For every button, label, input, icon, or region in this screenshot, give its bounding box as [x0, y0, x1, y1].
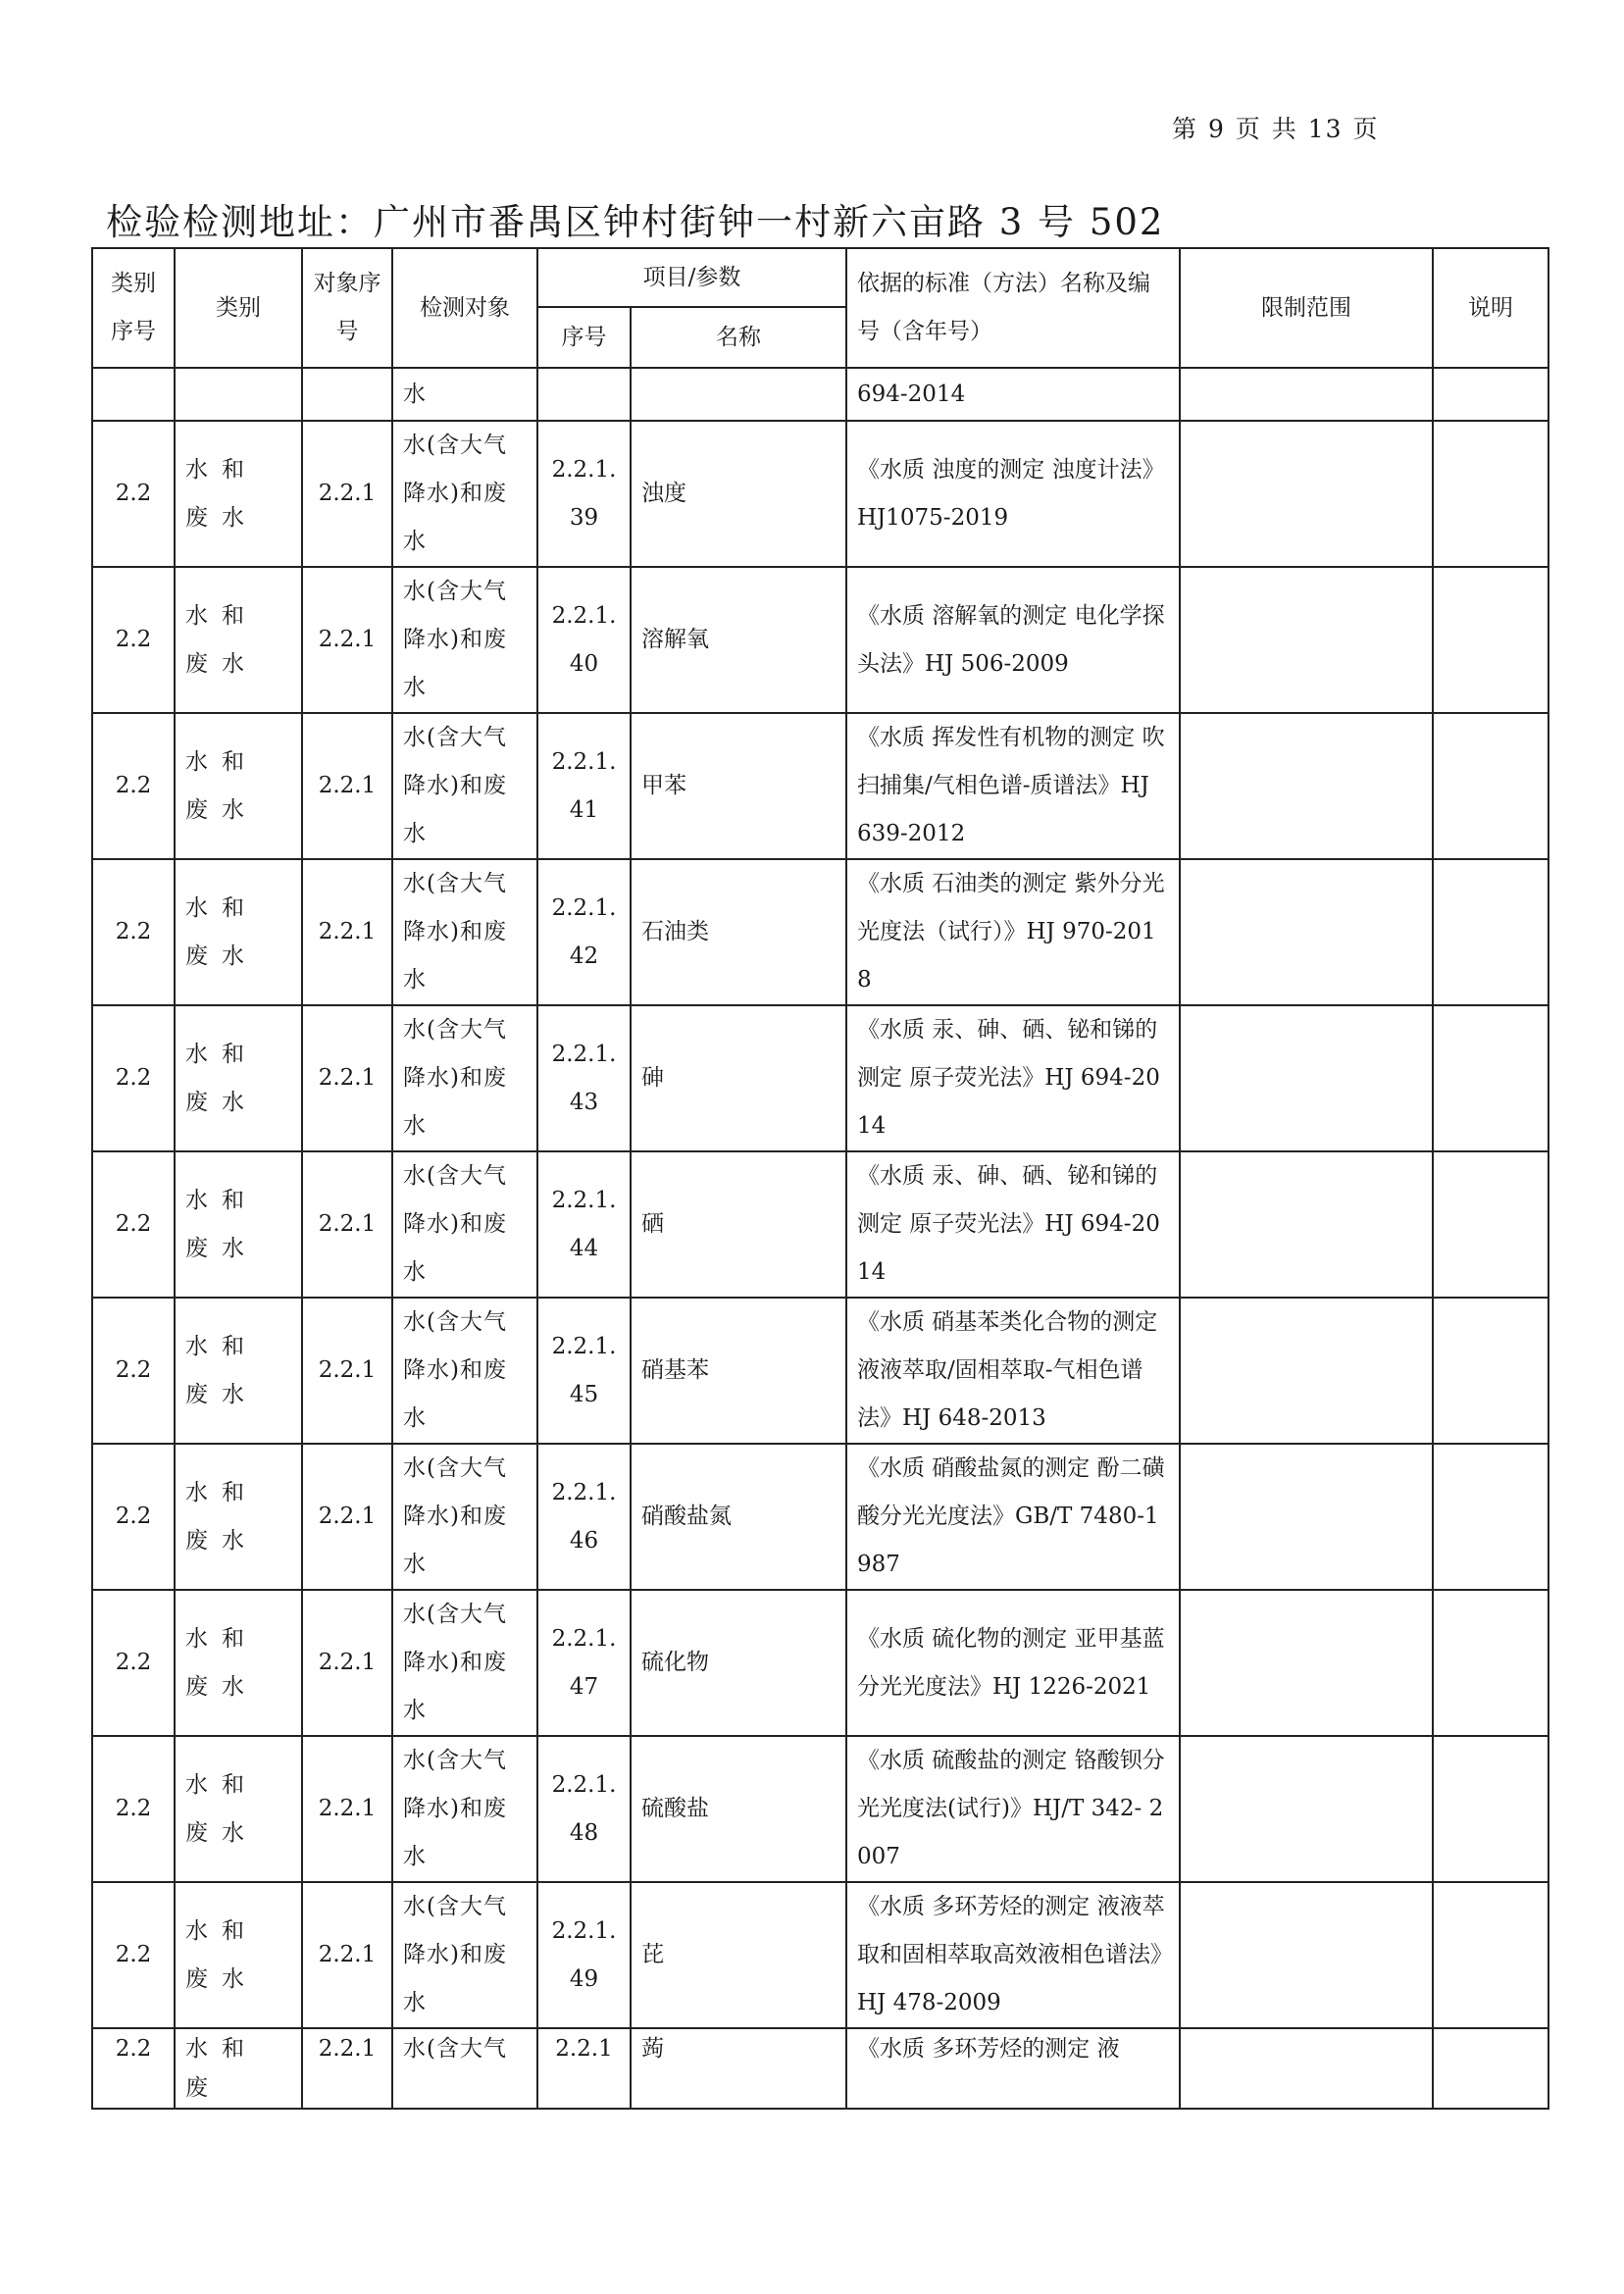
scope-table — [91, 247, 1549, 2110]
cell-object-no: 2.2.1 — [302, 1590, 392, 1736]
table-row — [92, 1444, 1548, 1590]
cell-category: 水和废水 — [175, 421, 302, 567]
table-row-continued — [92, 368, 1548, 421]
cell-object: 水(含大气降水)和废水 — [392, 1444, 537, 1590]
cell-item-no: 2.2.1.42 — [537, 859, 631, 1005]
header-object-no: 对象序号 — [302, 248, 392, 368]
cell-category: 水和废水 — [175, 859, 302, 1005]
cell-limit — [1180, 1882, 1433, 2028]
table-row — [92, 713, 1548, 859]
cell-category-no: 2.2 — [92, 859, 175, 1005]
cell-item-name: 硝酸盐氮 — [631, 1444, 846, 1590]
cell-object: 水(含大气降水)和废水 — [392, 1298, 537, 1444]
cell-item-name: 芘 — [631, 1882, 846, 2028]
cell-item-no: 2.2.1.40 — [537, 567, 631, 713]
header-category: 类别 — [175, 248, 302, 368]
table-row-partial — [92, 2028, 1548, 2109]
cell-limit — [1180, 1736, 1433, 1882]
cell-standard: 《水质 石油类的测定 紫外分光光度法（试行）》HJ 970-2018 — [846, 859, 1180, 1005]
cell-category: 水和废水 — [175, 567, 302, 713]
cell-standard: 《水质 溶解氧的测定 电化学探头法》HJ 506-2009 — [846, 567, 1180, 713]
cell-category: 水和废水 — [175, 1151, 302, 1298]
header-standard: 依据的标准（方法）名称及编号（含年号） — [846, 248, 1180, 368]
cell-category-no: 2.2 — [92, 1151, 175, 1298]
cell-standard: 《水质 硝基苯类化合物的测定 液液萃取/固相萃取-气相色谱法》HJ 648-2013 — [846, 1298, 1180, 1444]
cell-object: 水(含大气降水)和废水 — [392, 1736, 537, 1882]
cell-object: 水 — [392, 368, 537, 421]
cell-object: 水(含大气降水)和废水 — [392, 713, 537, 859]
cell-item-name: 砷 — [631, 1005, 846, 1151]
cell-category-no: 2.2 — [92, 1444, 175, 1590]
table-row — [92, 859, 1548, 1005]
cell-item-no: 2.2.1.49 — [537, 1882, 631, 2028]
cell-note — [1433, 567, 1548, 713]
cell-note — [1433, 859, 1548, 1005]
cell-standard: 《水质 多环芳烃的测定 液液萃取和固相萃取高效液相色谱法》HJ 478-2009 — [846, 1882, 1180, 2028]
cell-note — [1433, 1298, 1548, 1444]
cell-object-no: 2.2.1 — [302, 2028, 392, 2109]
cell-limit — [1180, 368, 1433, 421]
cell-standard: 《水质 硫酸盐的测定 铬酸钡分光光度法(试行)》HJ/T 342- 2007 — [846, 1736, 1180, 1882]
cell-note — [1433, 1736, 1548, 1882]
cell-category-no — [92, 368, 175, 421]
table-row — [92, 1590, 1548, 1736]
cell-limit — [1180, 859, 1433, 1005]
cell-category: 水和废水 — [175, 1298, 302, 1444]
table-row — [92, 1151, 1548, 1298]
cell-category-no: 2.2 — [92, 713, 175, 859]
cell-item-no: 2.2.1.44 — [537, 1151, 631, 1298]
header-item-param: 项目/参数 — [537, 248, 846, 307]
cell-note — [1433, 1151, 1548, 1298]
cell-limit — [1180, 567, 1433, 713]
cell-item-no: 2.2.1.43 — [537, 1005, 631, 1151]
cell-standard: 694-2014 — [846, 368, 1180, 421]
cell-item-no: 2.2.1.41 — [537, 713, 631, 859]
cell-category: 水和废 — [175, 2028, 302, 2109]
cell-item-no: 2.2.1.46 — [537, 1444, 631, 1590]
table-row — [92, 1736, 1548, 1882]
header-limit: 限制范围 — [1180, 248, 1433, 368]
cell-object: 水(含大气降水)和废水 — [392, 421, 537, 567]
header-note: 说明 — [1433, 248, 1548, 368]
cell-limit — [1180, 2028, 1433, 2109]
testing-address: 检验检测地址：广州市番禺区钟村街钟一村新六亩路 3 号 502 — [106, 201, 1165, 243]
page-number: 第 9 页 共 13 页 — [1172, 115, 1380, 143]
cell-limit — [1180, 421, 1433, 567]
cell-note — [1433, 421, 1548, 567]
cell-item-no — [537, 368, 631, 421]
cell-limit — [1180, 1590, 1433, 1736]
cell-item-name: 硒 — [631, 1151, 846, 1298]
cell-object-no: 2.2.1 — [302, 421, 392, 567]
cell-object-no: 2.2.1 — [302, 1736, 392, 1882]
cell-item-no: 2.2.1.47 — [537, 1590, 631, 1736]
cell-item-name: 甲苯 — [631, 713, 846, 859]
cell-object: 水(含大气降水)和废水 — [392, 1151, 537, 1298]
cell-category — [175, 368, 302, 421]
header-category-no: 类别序号 — [92, 248, 175, 368]
cell-category-no: 2.2 — [92, 421, 175, 567]
cell-note — [1433, 713, 1548, 859]
cell-note — [1433, 2028, 1548, 2109]
table-row — [92, 421, 1548, 567]
cell-item-name: 硝基苯 — [631, 1298, 846, 1444]
cell-object-no: 2.2.1 — [302, 1298, 392, 1444]
header-item-no: 序号 — [537, 307, 631, 368]
cell-category-no: 2.2 — [92, 2028, 175, 2109]
cell-standard: 《水质 多环芳烃的测定 液 — [846, 2028, 1180, 2109]
cell-standard: 《水质 汞、砷、硒、铋和锑的测定 原子荧光法》HJ 694-2014 — [846, 1005, 1180, 1151]
cell-standard: 《水质 汞、砷、硒、铋和锑的测定 原子荧光法》HJ 694-2014 — [846, 1151, 1180, 1298]
cell-note — [1433, 1005, 1548, 1151]
cell-object-no: 2.2.1 — [302, 1882, 392, 2028]
cell-limit — [1180, 1151, 1433, 1298]
cell-category-no: 2.2 — [92, 1005, 175, 1151]
table-row — [92, 1005, 1548, 1151]
cell-item-name: 硫酸盐 — [631, 1736, 846, 1882]
cell-standard: 《水质 硝酸盐氮的测定 酚二磺酸分光光度法》GB/T 7480-1987 — [846, 1444, 1180, 1590]
cell-standard: 《水质 硫化物的测定 亚甲基蓝分光光度法》HJ 1226-2021 — [846, 1590, 1180, 1736]
cell-category-no: 2.2 — [92, 1590, 175, 1736]
table-row — [92, 1298, 1548, 1444]
cell-note — [1433, 1882, 1548, 2028]
table-row — [92, 567, 1548, 713]
cell-item-name — [631, 368, 846, 421]
cell-category-no: 2.2 — [92, 1882, 175, 2028]
cell-object-no: 2.2.1 — [302, 1444, 392, 1590]
cell-object-no: 2.2.1 — [302, 859, 392, 1005]
cell-category-no: 2.2 — [92, 1736, 175, 1882]
cell-note — [1433, 1444, 1548, 1590]
cell-category: 水和废水 — [175, 1444, 302, 1590]
cell-category: 水和废水 — [175, 1736, 302, 1882]
cell-object-no: 2.2.1 — [302, 713, 392, 859]
cell-object: 水(含大气降水)和废水 — [392, 1005, 537, 1151]
cell-category-no: 2.2 — [92, 1298, 175, 1444]
cell-item-name: 硫化物 — [631, 1590, 846, 1736]
cell-category-no: 2.2 — [92, 567, 175, 713]
cell-object: 水(含大气 — [392, 2028, 537, 2109]
cell-object: 水(含大气降水)和废水 — [392, 1882, 537, 2028]
cell-category: 水和废水 — [175, 1590, 302, 1736]
cell-object-no — [302, 368, 392, 421]
cell-item-name: 蒟 — [631, 2028, 846, 2109]
cell-limit — [1180, 713, 1433, 859]
cell-limit — [1180, 1298, 1433, 1444]
cell-object-no: 2.2.1 — [302, 567, 392, 713]
cell-standard: 《水质 挥发性有机物的测定 吹扫捕集/气相色谱-质谱法》HJ 639-2012 — [846, 713, 1180, 859]
cell-item-no: 2.2.1 — [537, 2028, 631, 2109]
cell-category: 水和废水 — [175, 1882, 302, 2028]
table-row — [92, 1882, 1548, 2028]
cell-limit — [1180, 1444, 1433, 1590]
header-row — [92, 248, 1548, 307]
cell-standard: 《水质 浊度的测定 浊度计法》HJ1075-2019 — [846, 421, 1180, 567]
cell-item-name: 浊度 — [631, 421, 846, 567]
cell-note — [1433, 368, 1548, 421]
cell-object: 水(含大气降水)和废水 — [392, 859, 537, 1005]
cell-item-name: 石油类 — [631, 859, 846, 1005]
header-object: 检测对象 — [392, 248, 537, 368]
cell-note — [1433, 1590, 1548, 1736]
cell-object-no: 2.2.1 — [302, 1151, 392, 1298]
cell-object-no: 2.2.1 — [302, 1005, 392, 1151]
cell-object: 水(含大气降水)和废水 — [392, 1590, 537, 1736]
cell-item-no: 2.2.1.48 — [537, 1736, 631, 1882]
cell-item-name: 溶解氧 — [631, 567, 846, 713]
cell-item-no: 2.2.1.39 — [537, 421, 631, 567]
cell-limit — [1180, 1005, 1433, 1151]
header-item-name: 名称 — [631, 307, 846, 368]
cell-category: 水和废水 — [175, 1005, 302, 1151]
cell-category: 水和废水 — [175, 713, 302, 859]
cell-item-no: 2.2.1.45 — [537, 1298, 631, 1444]
cell-object: 水(含大气降水)和废水 — [392, 567, 537, 713]
